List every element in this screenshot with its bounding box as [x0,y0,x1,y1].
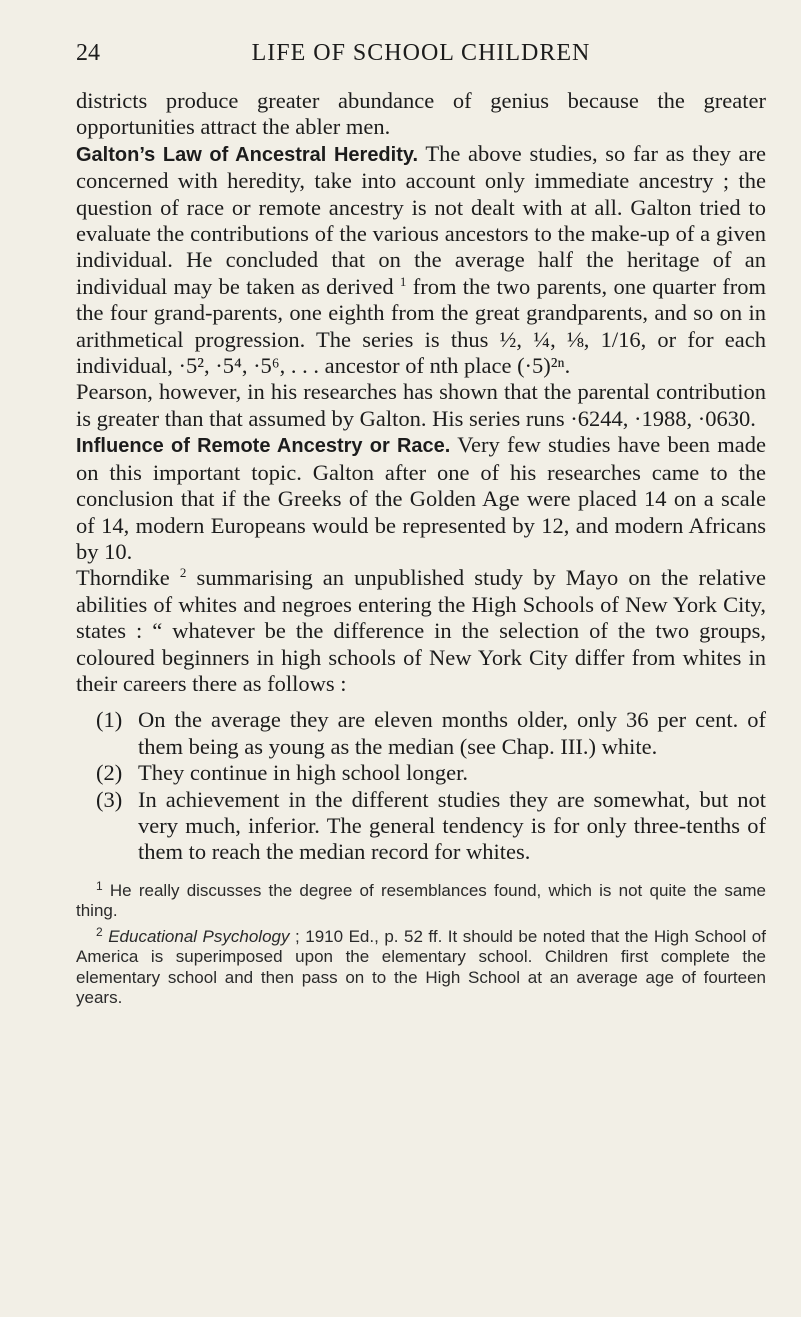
paragraph-thorndike: Thorndike $^2$ summarising an unpublished study by Mayo on the relative abilities of whites and negroes entering the High Schools of New York City, states : “ whatever be the difference in the selection of the two groups, coloured beginners in high schools of New York City differ from whites in their careers there as follows : [76,565,766,696]
paragraph-1: districts produce greater abundance of genius because the greater opportunities attract the abler men. [76,88,766,140]
footnotes [76,876,766,1009]
section-heading-galton: Galton’s Law of Ancestral Heredity. [76,143,419,166]
section-heading-remote-ancestry: Influence of Remote Ancestry or Race. [76,435,451,458]
book-page [76,40,766,1009]
paragraph-galton-law: Galton’s Law of Ancestral Heredity. The above studies, so far as they are concerned with heredity, take into account only immediate ancestry ; the question of race or remote ancestry is not dealt with at all. Galton tried to evaluate the contributions of the various ancestors to the make-up of a given individual. He concluded that on the average half the heritage of an individual may be taken as derived $^1$ from the two parents, one quarter from the four grand-parents, one eighth from the great grandparents, and so on in arithmetical progression. The series is thus ½, ¼, ⅛, 1/16, or for each individual, ·5², ·5⁴, ·5⁶, . . . ancestor of nth place (·5)²ⁿ. [76,140,767,379]
list-item: (3) In achievement in the different studies they are somewhat, but not very much, inferior. The general tendency is for only three-tenths of them to reach the median record for whites. [96,786,766,865]
book-title: Educational Psychology [108,926,290,946]
footnote-1: $^1$ He really discusses the degree of resemblances found, which is not quite the same thing. [76,878,766,921]
page-header [76,40,766,70]
numbered-list [76,707,766,865]
list-item: (1) On the average they are eleven months older, only 36 per cent. of them being as young as the median (see Chap. III.) white. [96,707,766,759]
footnote-2: $^2$ Educational Psychology ; 1910 Ed., p. 52 ff. It should be noted that the High School of America is superimposed upon the elementary school. Children first complete the elementary school and then pass on to the High School at an average age of fourteen years. [76,924,766,1008]
page-body [76,88,766,866]
list-item: (2) They continue in high school longer. [96,760,468,786]
paragraph-remote-ancestry: Influence of Remote Ancestry or Race. Very few studies have been made on this important topic. Galton after one of his researches came to the conclusion that if the Greeks of the Golden Age were placed 14 on a scale of 14, modern Europeans would be represented by 12, and modern Africans by 10. [76,432,767,564]
running-title: LIFE OF SCHOOL CHILDREN [251,40,591,66]
paragraph-pearson: Pearson, however, in his researches has shown that the parental contribution is greater than that assumed by Galton. His series runs ·6244, ·1988, ·0630. [76,379,766,431]
footnote-ref-2: 2 [179,565,187,581]
footnote-ref-1: 1 [399,273,407,289]
page-number: 24 [76,40,100,66]
